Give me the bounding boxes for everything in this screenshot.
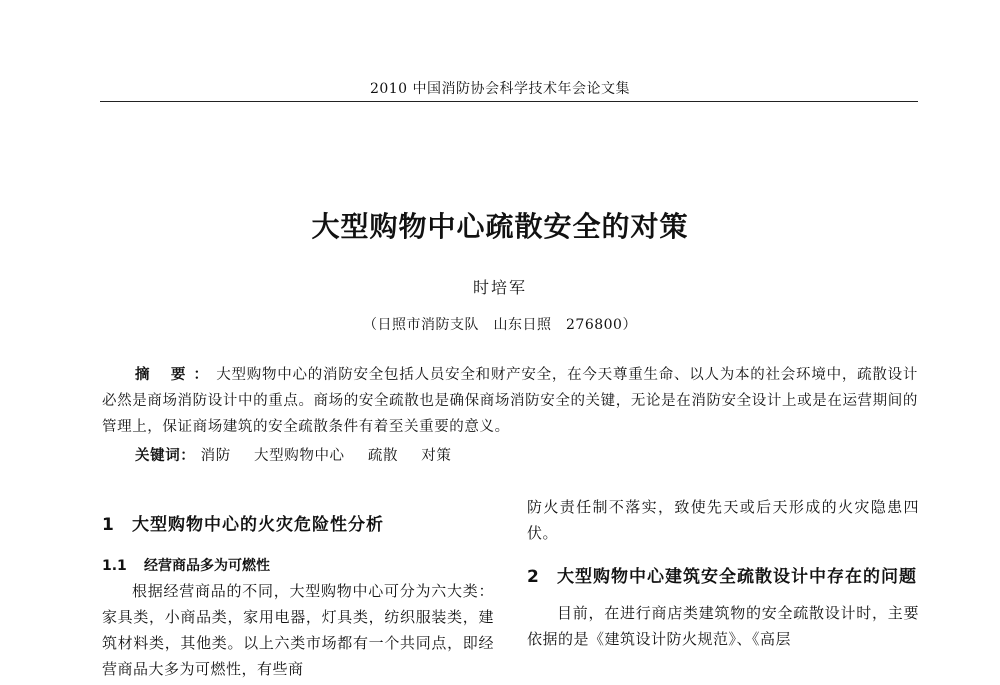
right-column [527, 494, 919, 652]
keywords-label: 关键词： [135, 447, 196, 464]
subsection-1-1-title: 经营商品多为可燃性 [144, 558, 270, 574]
abstract [102, 362, 918, 440]
section-2 [527, 562, 919, 652]
continued-paragraph: 防火责任制不落实，致使先天或后天形成的火灾隐患四伏。 [527, 498, 919, 542]
subsection-1-1-number: 1.1 [102, 558, 127, 574]
abstract-label: 摘 要： [135, 366, 217, 383]
abstract-text: 大型购物中心的消防安全包括人员安全和财产安全，在今天尊重生命、以人为本的社会环境中，疏散设计必然是商场消防设计中的重点。商场的安全疏散也是确保商场消防安全的关键，无论是在消防安全设计上或是在运营期间的管理上，保证商场建筑的安全疏散条件有着至关重要的意义。 [102, 367, 918, 435]
section-2-paragraph: 目前，在进行商店类建筑物的安全疏散设计时，主要依据的是《建筑设计防火规范》、《高层 [527, 604, 919, 648]
paper-title: 大型购物中心疏散安全的对策 [311, 210, 689, 243]
section-1-heading [102, 510, 494, 540]
keyword: 消防 [200, 448, 231, 464]
subsection-1-1-paragraph: 根据经营商品的不同，大型购物中心可分为六大类：家具类，小商品类，家用电器，灯具类，纺织服装类，建筑材料类，其他类。以上六类市场都有一个共同点，即经营商品大多为可燃性，有些商 [102, 582, 494, 678]
keyword: 大型购物中心 [254, 448, 345, 464]
section-1-title: 大型购物中心的火灾危险性分析 [132, 515, 384, 535]
section-1-number: 1 [102, 515, 115, 535]
keywords [135, 444, 915, 465]
section-2-heading [527, 562, 919, 592]
section-2-number: 2 [527, 567, 540, 587]
subsection-1-1-heading [102, 554, 494, 578]
author-name: 时培军 [472, 278, 527, 297]
left-column [102, 510, 494, 682]
header-rule [100, 101, 918, 102]
running-header: 2010 中国消防协会科学技术年会论文集 [369, 81, 631, 97]
section-2-title: 大型购物中心建筑安全疏散设计中存在的问题 [557, 567, 917, 587]
keyword: 疏散 [367, 448, 399, 464]
author-affiliation: （日照市消防支队 山东日照 276800） [363, 317, 637, 333]
keyword: 对策 [421, 448, 452, 464]
